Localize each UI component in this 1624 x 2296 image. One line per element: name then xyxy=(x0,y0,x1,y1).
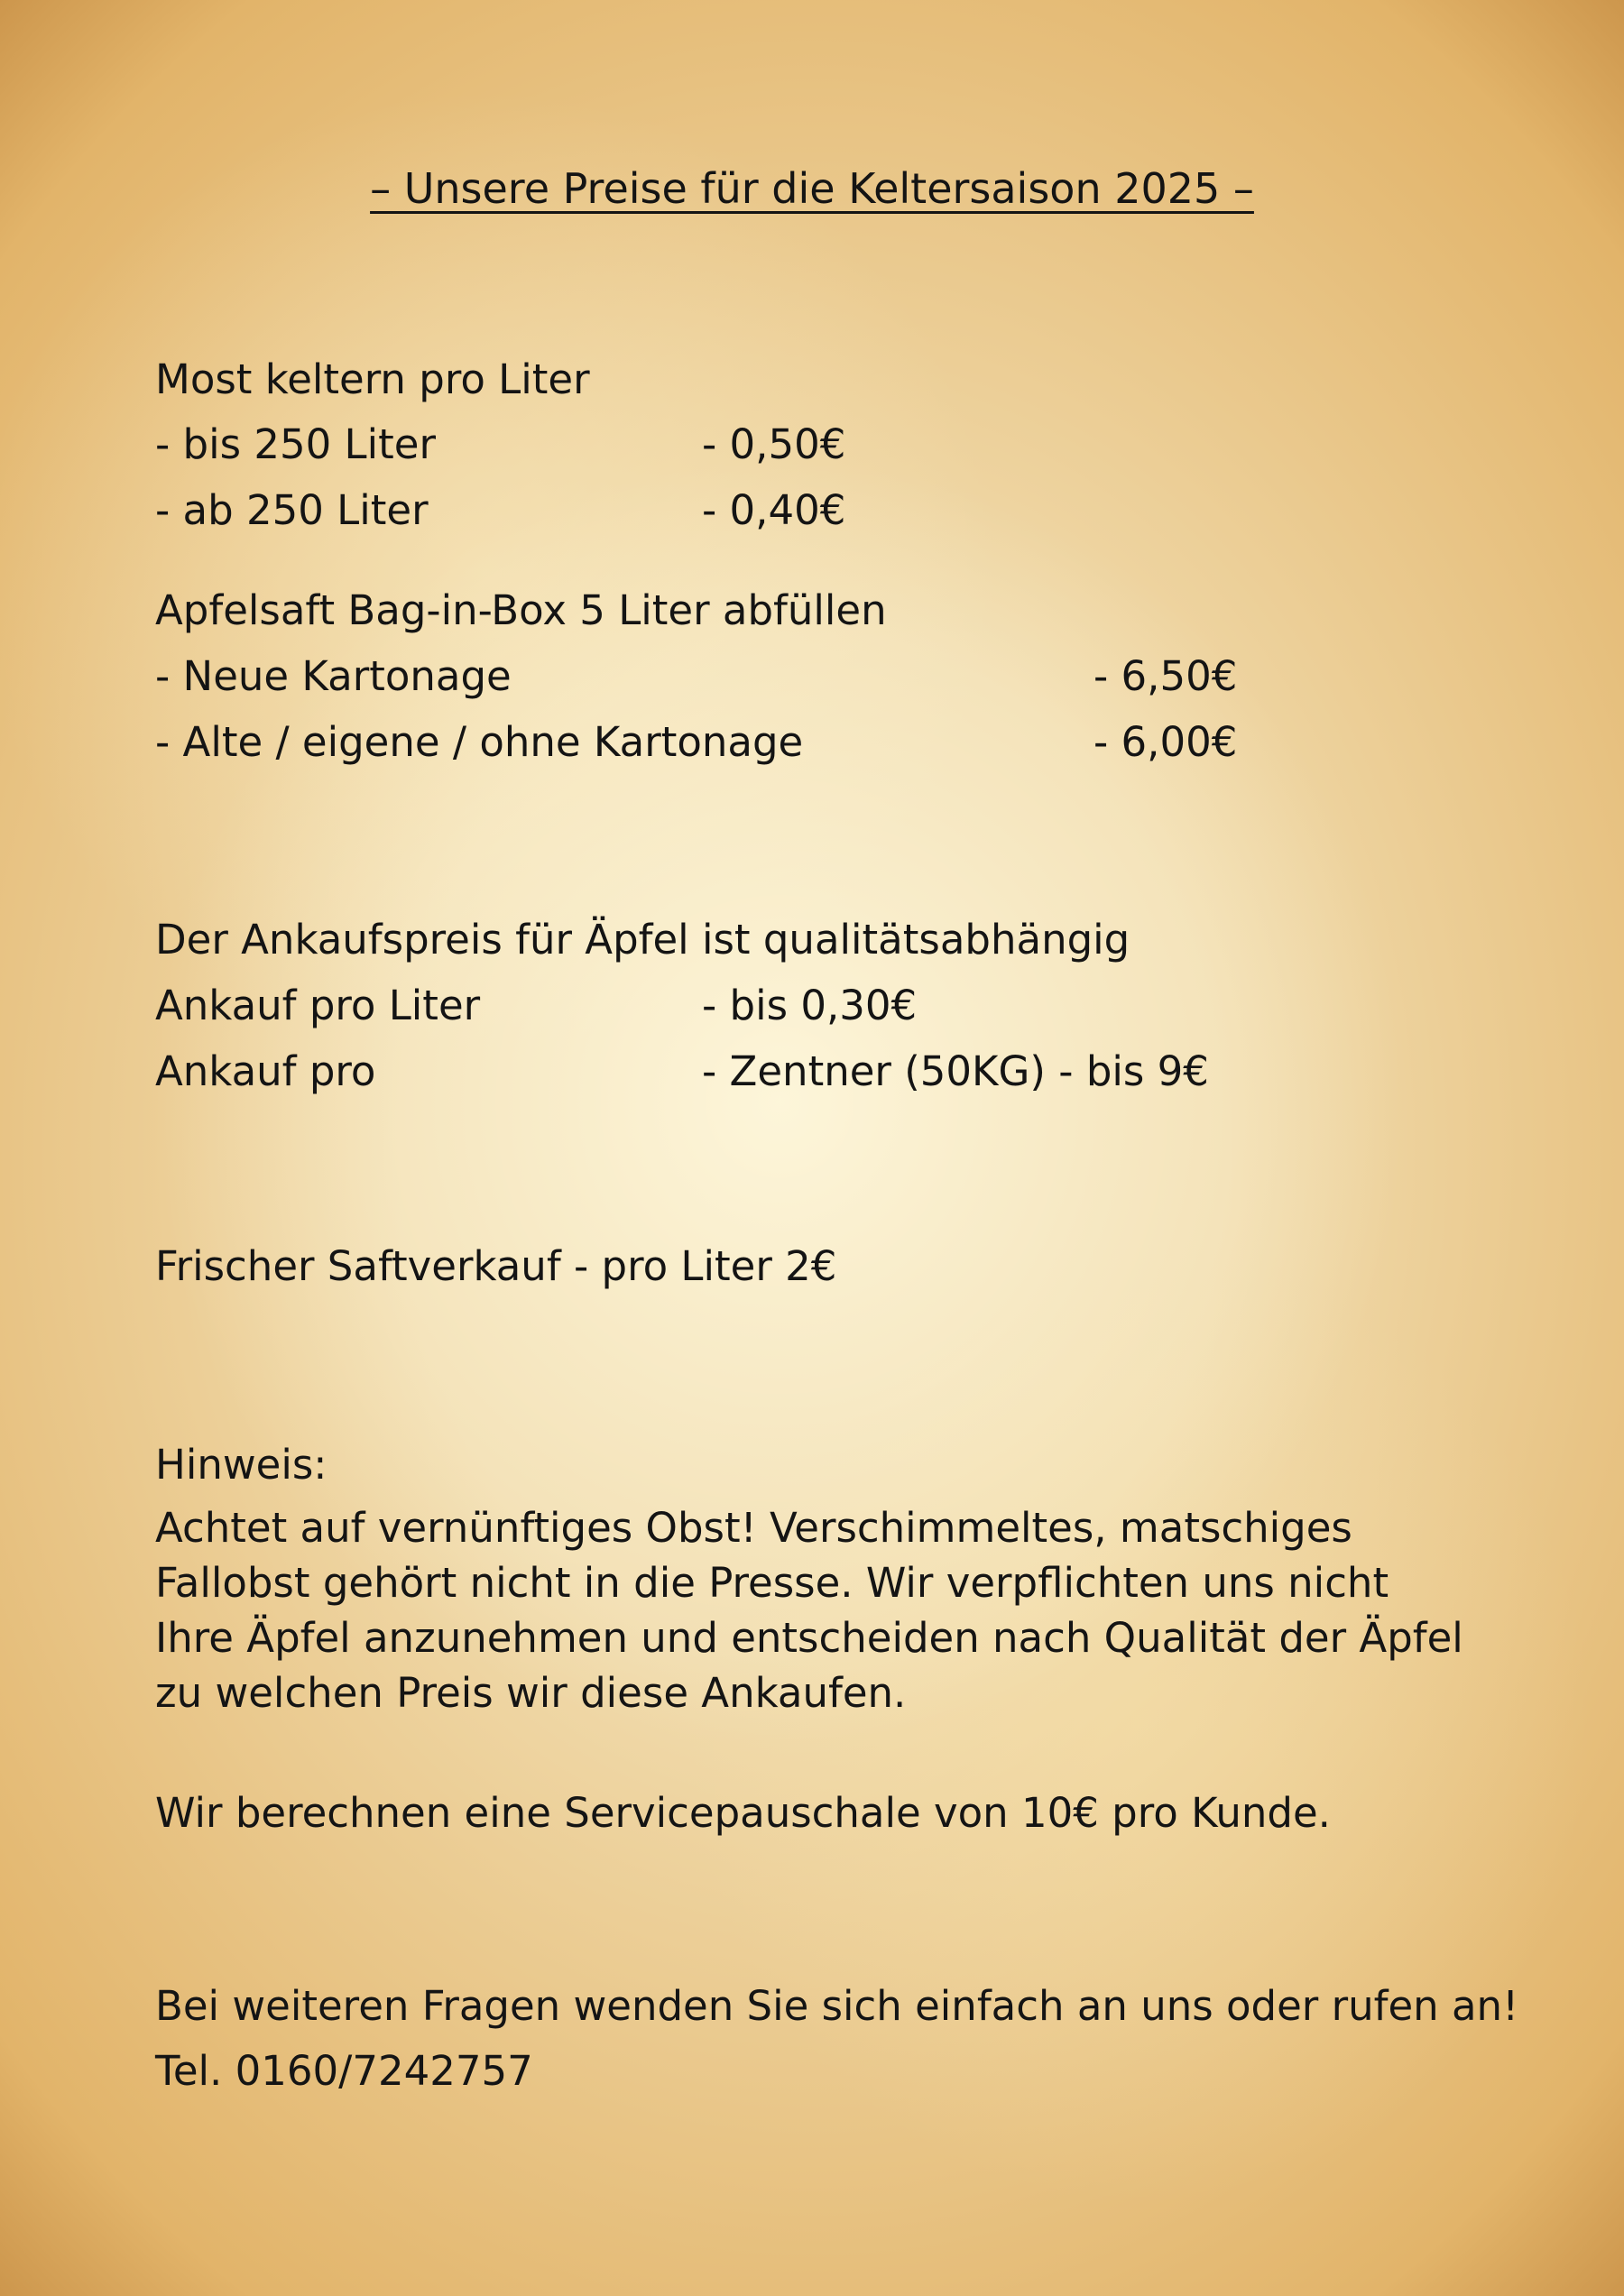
bag-heading: Apfelsaft Bag-in-Box 5 Liter abfüllen xyxy=(155,586,887,634)
saft-line: Frischer Saftverkauf - pro Liter 2€ xyxy=(155,1242,837,1290)
row-label: Ankauf pro Liter xyxy=(155,982,481,1029)
row-label: - bis 250 Liter xyxy=(155,420,436,468)
row-label: Ankauf pro xyxy=(155,1047,376,1095)
row-price: - 0,50€ xyxy=(702,420,846,468)
ankauf-row xyxy=(155,982,918,1029)
row-price: - 6,00€ xyxy=(1093,718,1238,766)
row-price: - bis 0,30€ xyxy=(702,982,918,1029)
most-heading: Most keltern pro Liter xyxy=(155,355,590,403)
hinweis-line: Fallobst gehört nicht in die Presse. Wir verpflichten uns nicht xyxy=(155,1559,1389,1607)
row-label: - Neue Kartonage xyxy=(155,652,512,700)
hinweis-heading: Hinweis: xyxy=(155,1441,328,1489)
hinweis-line: Achtet auf vernünftiges Obst! Verschimmeltes, matschiges xyxy=(155,1504,1352,1552)
ankauf-heading: Der Ankaufspreis für Äpfel ist qualitätsabhängig xyxy=(155,916,1130,964)
row-label: - ab 250 Liter xyxy=(155,486,429,534)
ankauf-row xyxy=(155,1047,1209,1095)
bag-row xyxy=(155,718,1238,766)
most-row xyxy=(155,486,846,534)
bag-row xyxy=(155,652,1238,700)
most-row xyxy=(155,420,846,468)
row-price: - Zentner (50KG) - bis 9€ xyxy=(702,1047,1209,1095)
hinweis-text xyxy=(155,1500,1463,1720)
row-price: - 0,40€ xyxy=(702,486,846,534)
hinweis-line: zu welchen Preis wir diese Ankaufen. xyxy=(155,1669,907,1717)
hinweis-line: Ihre Äpfel anzunehmen und entscheiden nach Qualität der Äpfel xyxy=(155,1614,1463,1662)
row-label: - Alte / eigene / ohne Kartonage xyxy=(155,718,804,766)
contact-question: Bei weiteren Fragen wenden Sie sich einfach an uns oder rufen an! xyxy=(155,1982,1519,2030)
page-title: – Unsere Preise für die Keltersaison 2025 – xyxy=(370,164,1254,213)
contact-phone: Tel. 0160/7242757 xyxy=(155,2047,533,2095)
service-line: Wir berechnen eine Servicepauschale von 10€ pro Kunde. xyxy=(155,1789,1331,1837)
row-price: - 6,50€ xyxy=(1093,652,1238,700)
